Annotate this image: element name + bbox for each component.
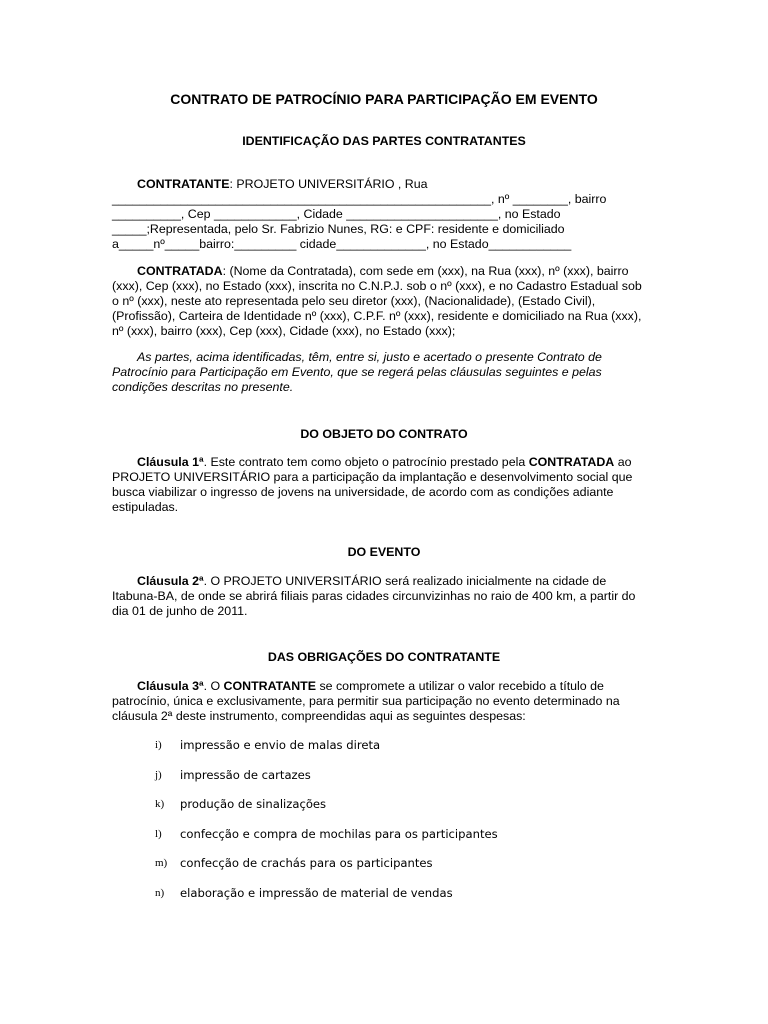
clausula-3-line-2: patrocínio, única e exclusivamente, para permitir sua participação no evento determinado na — [112, 694, 620, 708]
clausula-1-label: Cláusula 1ª — [137, 455, 204, 469]
clausula-1-line-3: busca viabilizar o ingresso de jovens na universidade, de acordo com as condições adiante — [112, 485, 614, 499]
clausula-3-line-3: cláusula 2ª deste instrumento, compreendidas aqui as seguintes despesas: — [112, 709, 526, 723]
contratante-line-5: a_____nº_____bairro:_________ cidade_____________, no Estado____________ — [112, 237, 572, 251]
preamble-line-2: Patrocínio para Participação em Evento, que se regerá pelas cláusulas seguintes e pelas — [112, 365, 602, 379]
clausula-1-line-2: PROJETO UNIVERSITÁRIO para a participação da implantação e desenvolvimento social que — [112, 470, 633, 484]
section-obrigacoes-heading: DAS OBRIGAÇÕES DO CONTRATANTE — [267, 650, 501, 664]
clausula-3-label: Cláusula 3ª — [137, 679, 204, 693]
preamble-paragraph — [112, 350, 656, 395]
section-objeto-heading: DO OBJETO DO CONTRATO — [300, 427, 468, 441]
list-item: m) confecção de crachás para os participantes — [155, 856, 433, 870]
despesas-list — [155, 738, 655, 915]
contratante-line-2: _______________________________________________________, nº ________, bairro — [112, 192, 607, 206]
contratada-line-4: (Profissão), Carteira de Identidade nº (xxx), C.P.F. nº (xxx), residente e domiciliado na Rua (xxx), — [112, 309, 642, 323]
preamble-line-3: condições descritas no presente. — [112, 380, 294, 394]
contratada-line-3: o nº (xxx), neste ato representada pelo seu diretor (xxx), (Nacionalidade), (Estado Civil), — [112, 294, 596, 308]
contratada-line-5: nº (xxx), bairro (xxx), Cep (xxx), Cidade (xxx), no Estado (xxx); — [112, 324, 456, 338]
contratada-line-2: (xxx), Cep (xxx), no Estado (xxx), inscrita no C.N.P.J. sob o nº (xxx), e no Cadastro Estadual sob — [112, 279, 642, 293]
list-item: j) impressão de cartazes — [155, 767, 311, 782]
contratada-paragraph — [112, 264, 656, 339]
clausula-1-paragraph: Cláusula 1ª. Este contrato tem como objeto o patrocínio prestado pela CONTRATADA ao PROJETO UNIVERSITÁRIO para a participação da implantação e desenvolvimento social que busca viabilizar o ingresso de jovens na universidade, de acordo com as condições adiante estipuladas. — [112, 455, 656, 515]
clausula-1-line-4: estipuladas. — [112, 500, 179, 514]
contratante-line-4: _____;Representada, pelo Sr. Fabrizio Nunes, RG: e CPF: residente e domiciliado — [112, 222, 565, 236]
clausula-2-line-2: Itabuna-BA, de onde se abrirá filiais paras cidades circunvizinhas no raio de 400 km, a partir do — [112, 589, 636, 603]
preamble-line-1: As partes, acima identificadas, têm, entre si, justo e acertado o presente Contrato de — [137, 350, 602, 364]
document-title: CONTRATO DE PATROCÍNIO PARA PARTICIPAÇÃO EM EVENTO — [170, 91, 598, 107]
clausula-2-line-3: dia 01 de junho de 2011. — [112, 604, 248, 618]
contratante-paragraph — [112, 177, 656, 252]
contratada-line-1: : (Nome da Contratada), com sede em (xxx), na Rua (xxx), nº (xxx), bairro — [222, 264, 629, 278]
contratante-line-1: : PROJETO UNIVERSITÁRIO , Rua — [229, 177, 428, 191]
list-item: l) confecção e compra de mochilas para os participantes — [155, 826, 498, 841]
list-item: k) produção de sinalizações — [155, 797, 327, 811]
section-identificacao-heading: IDENTIFICAÇÃO DAS PARTES CONTRATANTES — [242, 134, 526, 148]
clausula-3-paragraph: Cláusula 3ª. O CONTRATANTE se compromete a utilizar o valor recebido a título de patrocínio, única e exclusivamente, para permitir sua participação no evento determinado na cláusula 2ª deste instrumento, compreendidas aqui as seguintes despesas: — [112, 679, 656, 724]
clausula-2-label: Cláusula 2ª — [137, 574, 204, 588]
section-evento-heading: DO EVENTO — [347, 545, 421, 559]
contratada-label: CONTRATADA — [137, 264, 223, 278]
list-item: i) impressão e envio de malas direta — [155, 738, 381, 752]
clausula-2-paragraph: Cláusula 2ª. O PROJETO UNIVERSITÁRIO será realizado inicialmente na cidade de Itabuna-BA, de onde se abrirá filiais paras cidades circunvizinhas no raio de 400 km, a partir do dia 01 de junho de 2011. — [112, 574, 656, 619]
contratante-line-3: __________, Cep ____________, Cidade ______________________, no Estado — [112, 207, 561, 221]
list-item: n) elaboração e impressão de material de vendas — [155, 885, 453, 900]
contratante-label: CONTRATANTE — [137, 177, 230, 191]
